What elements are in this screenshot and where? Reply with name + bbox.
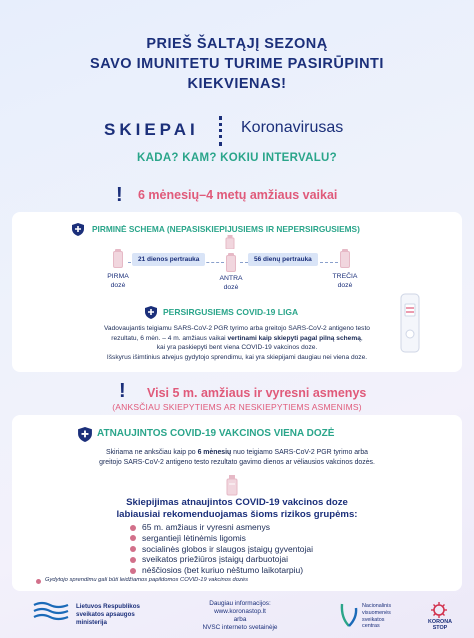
exclamation-icon: ! [116, 184, 123, 206]
ministry-logo-icon [32, 601, 72, 621]
dose-2-vial-icon [226, 255, 236, 272]
dose-2-label: ANTRA dozė [219, 275, 243, 291]
brand-skiepai: SKIEPAI [104, 120, 199, 139]
footnote: Gydytojo sprendimu gali būti leidžiamos papildomos COVID-19 vakcinos dozės [45, 577, 248, 583]
more-info: Daugiau informacijos: www.koronastop.lt arba NVSC interneto svetainėje [190, 600, 290, 632]
recovered-title: PERSIRGUSIEMS COVID-19 LIGA [163, 307, 299, 317]
nvsc-name: Nacionalinis visuomenės sveikatos centras [362, 603, 392, 630]
shield-icon [145, 306, 157, 319]
update-vaccine-title: ATNAUJINTOS COVID-19 VAKCINOS VIENA DOZĖ [97, 428, 335, 439]
page-title: PRIEŠ ŠALTĄJĮ SEZONĄ SAVO IMUNITETU TURIME PASIRŪPINTI KIEKVIENAS! [90, 36, 384, 92]
koronastop-link[interactable]: www.koronastop.lt [214, 608, 266, 615]
brand-divider [219, 116, 222, 146]
risk-groups-title: Skiepijimas atnaujintos COVID-19 vakcinos doze labiausiai rekomenduojamas šioms rizikos grupėms: [116, 497, 358, 520]
recovered-text: Vadovaujantis teigiamu SARS-CoV-2 PGR tyrimo arba greitojo SARS-CoV-2 antigeno testo rezultatu, 6 mėn. – 4 m. amžiaus vaikai vertinami kaip skiepyti pagal pilną schemą, kai yra paskiepyti bent viena COVID-19 vakcinos doze. Išskyrus išimtinius atvejus gydytojo sprendimu, kai yra skiepijami daugiau nei viena doze. [104, 325, 370, 361]
subtitle: KADA? KAM? KOKIU INTERVALU? [137, 152, 337, 164]
interval-1-label: 21 dienos pertrauka [132, 253, 205, 266]
footnote-bullet [36, 579, 41, 584]
ministry-name: Lietuvos Respublikos sveikatos apsaugos ministerija [76, 603, 140, 626]
vaccine-vial-icon [225, 474, 239, 496]
dose-3-vial-icon [340, 251, 350, 268]
list-item: socialinės globos ir slaugos įstaigų gyventojai [130, 544, 313, 555]
brand-koronavirusas: Koronavirusas [241, 119, 344, 136]
list-item: sergantiejì lėtinėmis ligomis [130, 533, 313, 544]
shield-icon [78, 427, 92, 442]
exclamation-icon: ! [119, 380, 126, 402]
dose-3-label: TREČIA dozė [332, 273, 358, 289]
shield-icon [72, 223, 84, 236]
update-vaccine-text: Skiriama ne anksčiau kaip po 6 mėnesių nuo teigiamo SARS-CoV-2 PGR tyrimo arba greitojo SARS-CoV-2 antigeno testo rezultato gavimo dienos ar vėliausios vakcinos dozės. [99, 449, 375, 466]
section1-header: 6 mėnesių–4 metų amžiaus vaikai [138, 188, 338, 202]
section2-subheader: (ANKSČIAU SKIEPYTIEMS AR NESKIEPYTIEMS ASMENIMS) [112, 402, 362, 412]
dose-1-vial-icon [113, 251, 123, 268]
vaccine-vial-icon [225, 235, 235, 249]
koronastop-logo-icon [431, 602, 447, 618]
primary-schema-title: PIRMINĖ SCHEMA (NEPASISKIEPIJUSIEMS IR NEPERSIRGUSIEMS) [92, 224, 360, 234]
section2-header: Visi 5 m. amžiaus ir vyresni asmenys [147, 386, 367, 400]
dose-1-label: PIRMA dozė [107, 273, 129, 289]
koronastop-name: KORONA STOP [428, 619, 452, 632]
risk-groups-list [130, 522, 313, 576]
list-item: nėščiosios (bet kuriuo nėštumo laikotarpiu) [130, 565, 313, 576]
nvsc-logo-icon [339, 602, 359, 628]
interval-2-label: 56 dienų pertrauka [248, 253, 318, 266]
list-item: 65 m. amžiaus ir vyresni asmenys [130, 522, 313, 533]
list-item: sveikatos priežiūros įstaigų darbuotojai [130, 554, 313, 565]
